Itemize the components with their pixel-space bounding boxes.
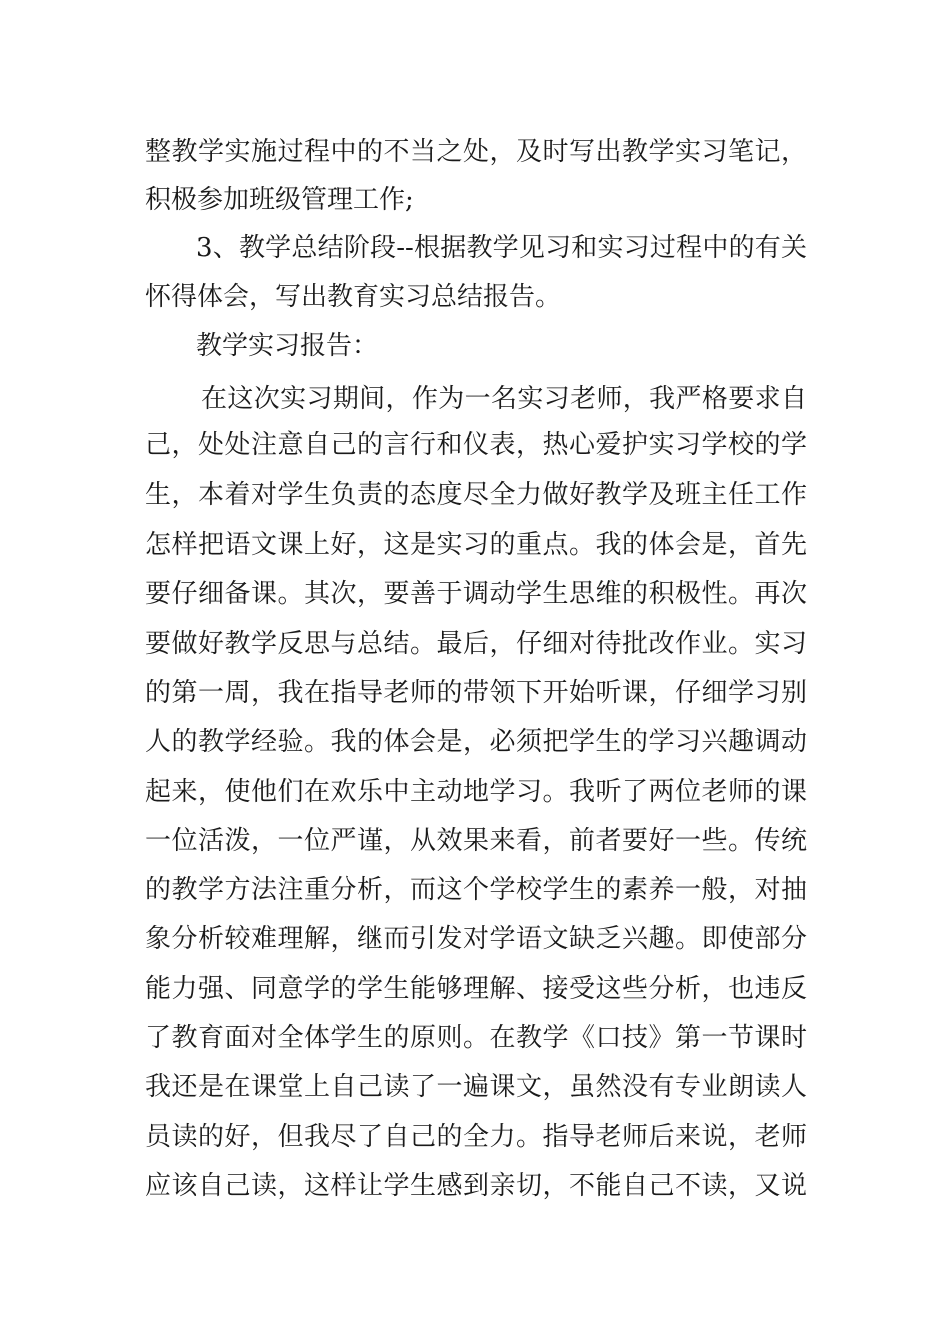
text-line-18: 能力强、同意学的学生能够理解、接受这些分析，也违反 (145, 974, 807, 1004)
text-line-1: 整教学实施过程中的不当之处，及时写出教学实习笔记， (145, 137, 807, 167)
text-line-10: 要仔细备课。其次，要善于调动学生思维的积极性。再次 (145, 579, 807, 609)
text-line-14: 起来，使他们在欢乐中主动地学习。我听了两位老师的课 (145, 777, 807, 807)
text-line-7: 己，处处注意自己的言行和仪表，热心爱护实习学校的学 (145, 430, 807, 460)
text-line-22: 应该自己读，这样让学生感到亲切，不能自己不读，又说 (145, 1171, 807, 1201)
text-line-3: 3、教学总结阶段--根据教学见习和实习过程中的有关 (196, 233, 807, 263)
text-line-8: 生，本着对学生负责的态度尽全力做好教学及班主任工作 (145, 480, 807, 510)
text-line-19: 了教育面对全体学生的原则。在教学《口技》第一节课时 (145, 1023, 807, 1053)
text-line-21: 员读的好，但我尽了自己的全力。指导老师后来说，老师 (145, 1122, 807, 1152)
text-line-2: 积极参加班级管理工作; (145, 185, 414, 215)
text-line-12: 的第一周，我在指导老师的带领下开始听课，仔细学习别 (145, 678, 807, 708)
section-heading: 教学实习报告： (196, 331, 379, 361)
text-line-13: 人的教学经验。我的体会是，必须把学生的学习兴趣调动 (145, 727, 807, 757)
text-line-11: 要做好教学反思与总结。最后，仔细对待批改作业。实习 (145, 629, 807, 659)
text-line-15: 一位活泼，一位严谨，从效果来看，前者要好一些。传统 (145, 826, 807, 856)
text-line-9: 怎样把语文课上好，这是实习的重点。我的体会是，首先 (145, 530, 807, 560)
text-line-6: 在这次实习期间，作为一名实习老师，我严格要求自 (201, 384, 807, 414)
text-line-20: 我还是在课堂上自己读了一遍课文，虽然没有专业朗读人 (145, 1072, 807, 1102)
text-line-16: 的教学方法注重分析，而这个学校学生的素养一般，对抽 (145, 875, 807, 905)
text-line-4: 怀得体会，写出教育实习总结报告。 (145, 282, 562, 312)
text-line-17: 象分析较难理解，继而引发对学语文缺乏兴趣。即使部分 (145, 924, 807, 954)
